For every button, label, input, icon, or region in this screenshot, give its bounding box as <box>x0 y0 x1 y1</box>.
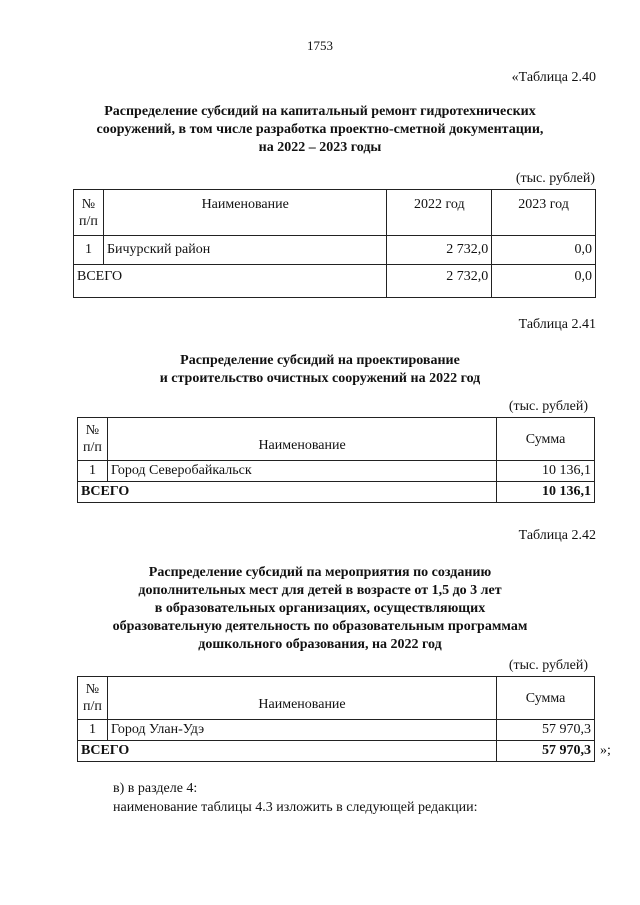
header-name: Наименование <box>103 190 386 236</box>
cell-num: 1 <box>78 720 108 741</box>
closing-quote: »; <box>600 743 611 758</box>
header-2022: 2022 год <box>387 190 492 236</box>
header-2023: 2023 год <box>492 190 596 236</box>
paragraph: в) в разделе 4: <box>113 781 198 796</box>
table-title-2-41 <box>60 352 580 388</box>
table-row <box>78 461 595 482</box>
cell-sum: 57 970,3 <box>497 720 595 741</box>
title-line: дополнительных мест для детей в возрасте от 1,5 до 3 лет <box>138 583 502 598</box>
cell-name: Город Северобайкальск <box>107 461 496 482</box>
paragraph: наименование таблицы 4.3 изложить в следующей редакции: <box>113 800 478 815</box>
table-row <box>78 720 595 741</box>
total-label: ВСЕГО <box>74 265 387 298</box>
total-2023: 0,0 <box>492 265 596 298</box>
units-label-2-42: (тыс. рублей) <box>508 658 588 673</box>
table-label-2-40: «Таблица 2.40 <box>511 70 596 85</box>
table-label-2-41: Таблица 2.41 <box>518 317 596 332</box>
cell-2023: 0,0 <box>492 236 596 265</box>
table-title-2-42 <box>60 564 580 654</box>
table-header-row <box>78 418 595 461</box>
cell-2022: 2 732,0 <box>387 236 492 265</box>
units-label-2-40: (тыс. рублей) <box>515 171 595 186</box>
title-line: сооружений, в том числе разработка проектно-сметной документации, <box>96 122 544 137</box>
units-label-2-41: (тыс. рублей) <box>508 399 588 414</box>
table-2-41 <box>77 417 595 503</box>
table-row <box>74 236 596 265</box>
table-title-2-40 <box>60 103 580 157</box>
title-line: дошкольного образования, на 2022 год <box>198 637 442 652</box>
cell-name: Бичурский район <box>103 236 386 265</box>
table-header-row <box>74 190 596 236</box>
title-line: на 2022 – 2023 годы <box>258 140 382 155</box>
cell-num: 1 <box>78 461 108 482</box>
title-line: образовательную деятельность по образовательным программам <box>112 619 528 634</box>
header-sum: Сумма <box>497 677 595 720</box>
title-line: Распределение субсидий на проектирование <box>180 353 460 368</box>
table-total-row <box>74 265 596 298</box>
header-name: Наименование <box>107 418 496 461</box>
total-label: ВСЕГО <box>78 482 497 503</box>
total-sum: 10 136,1 <box>497 482 595 503</box>
total-label: ВСЕГО <box>78 741 497 762</box>
header-num: № п/п <box>74 190 104 236</box>
page-number: 1753 <box>307 38 333 53</box>
header-num: № п/п <box>78 677 108 720</box>
cell-sum: 10 136,1 <box>497 461 595 482</box>
title-line: Распределение субсидий на капитальный ремонт гидротехнических <box>104 104 536 119</box>
table-total-row <box>78 741 595 762</box>
table-total-row <box>78 482 595 503</box>
cell-name: Город Улан-Удэ <box>107 720 496 741</box>
table-header-row <box>78 677 595 720</box>
title-line: и строительство очистных сооружений на 2022 год <box>159 371 481 386</box>
table-2-42 <box>77 676 595 762</box>
table-label-2-42: Таблица 2.42 <box>518 528 596 543</box>
total-2022: 2 732,0 <box>387 265 492 298</box>
header-name: Наименование <box>107 677 496 720</box>
total-sum: 57 970,3 <box>497 741 595 762</box>
table-2-40 <box>73 189 596 298</box>
header-num: № п/п <box>78 418 108 461</box>
cell-num: 1 <box>74 236 104 265</box>
title-line: в образовательных организациях, осуществляющих <box>154 601 486 616</box>
title-line: Распределение субсидий па мероприятия по созданию <box>148 565 492 580</box>
header-sum: Сумма <box>497 418 595 461</box>
